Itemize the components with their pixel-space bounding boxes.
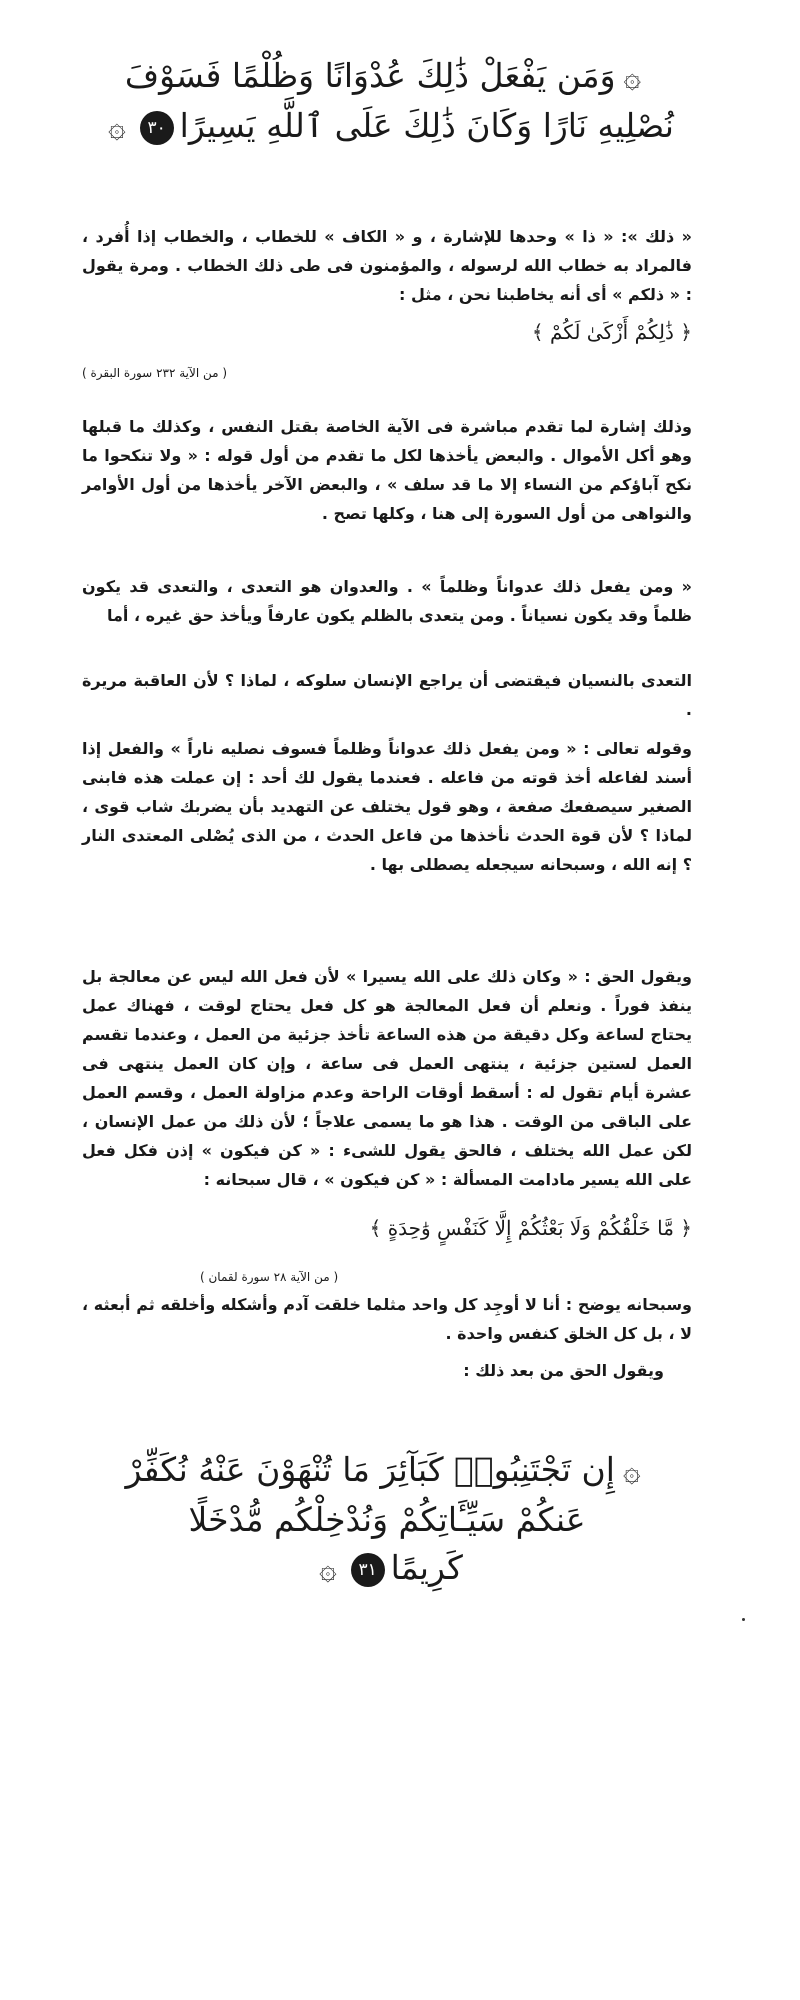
verse-31-line-1-text: إِن تَجْتَنِبُوا۟ كَبَآئِرَ مَا تُنْهَوْنَ عَنْهُ نُكَفِّرْ — [125, 1450, 615, 1489]
verse-31-line-2 — [82, 1496, 692, 1544]
paragraph-7: ويقول الحق من بعد ذلك : — [463, 1361, 664, 1380]
floral-ornament-icon: ۞ — [622, 1454, 641, 1489]
verse-number-31: ٣١ — [351, 1553, 385, 1587]
floral-ornament-icon: ۞ — [319, 1552, 337, 1587]
verse-31-line-2-text: عَنكُمْ سَيِّـَٔاتِكُمْ وَنُدْخِلْكُم مُّدْخَلًا — [188, 1500, 586, 1539]
verse-30-line-1-text: وَمَن يَفْعَلْ ذَٰلِكَ عُدْوَانًا وَظُلْمًا فَسَوْفَ — [124, 56, 616, 95]
paragraph-1: « ذلك »: « ذا » وحدها للإشارة ، و « الكاف » للخطاب ، والخطاب إذا أُفرد ، فالمراد به خطاب الله لرسوله ، والمؤمنون فى طى ذلك الخطاب . ومرة يقول : « ذلكم » أى أنه يخاطبنا نحن ، مثل : — [82, 227, 692, 304]
verse-31-line-3 — [82, 1544, 692, 1594]
verse-30-block — [82, 52, 692, 152]
floral-ornament-icon: ۞ — [108, 110, 126, 145]
paragraph-2: وذلك إشارة لما تقدم مباشرة فى الآية الخاصة بقتل النفس ، وكذلك ما قبلها وهو أكل الأموال . والبعض يأخذها لكل ما تقدم من أول قوله : « ولا تنكحوا ما نكح آباؤكم من النساء إلا ما قد سلف » ، والبعض الآخر يأخذها من أول الأوامر والنواهى من أول السورة إلى هنا ، وكلها تصح . — [82, 417, 692, 523]
verse-31-line-1 — [82, 1446, 692, 1496]
paragraph-4: وقوله تعالى : « ومن يفعل ذلك عدواناً وظلماً فسوف نصليه ناراً » والفعل إذا أسند لفاعله أخذ قوته من فاعله . فعندما يقول لك أحد : إن عملت هذه فابنى الصغير سيصفعك صفعة ، وهو قول يختلف عن التهديد بأن يضربك شاب قوى ، لماذا ؟ لأن قوة الحدث نأخذها من فاعل الحدث ، من الذى يُصْلى المعتدى النار ؟ إنه الله ، وسبحانه سيجعله يصطلى بها . — [82, 739, 692, 874]
verse-31-line-3-text: كَرِيمًا — [390, 1548, 463, 1587]
verse-30-line-2 — [82, 102, 692, 152]
paragraph-3b: التعدى بالنسيان فيقتضى أن يراجع الإنسان سلوكه ، لماذا ؟ لأن العاقبة مريرة . — [82, 671, 692, 719]
quote-2-reference: ( من الآية ٢٨ سورة لقمان ) — [200, 1270, 339, 1284]
verse-30-line-2-text: نُصْلِيهِ نَارًا وَكَانَ ذَٰلِكَ عَلَى ٱللَّهِ يَسِيرًا — [179, 106, 674, 145]
verse-31-block — [82, 1446, 692, 1594]
quote-1-reference: ( من الآية ٢٣٢ سورة البقرة ) — [82, 366, 228, 380]
quran-quote-2: ﴿ مَّا خَلْقُكُمْ وَلَا بَعْثُكُمْ إِلَّا كَنَفْسٍ وَٰحِدَةٍ ﴾ — [369, 1216, 692, 1240]
stray-dot — [742, 1618, 745, 1621]
paragraph-3a: « ومن يفعل ذلك عدواناً وظلماً » . والعدوان هو التعدى ، والتعدى قد يكون ظلماً وقد يكون نسياناً . ومن يتعدى بالظلم يكون عارفاً ويأخذ حق غيره ، أما — [82, 577, 692, 625]
paragraph-5: ويقول الحق : « وكان ذلك على الله يسيرا » لأن فعل الله ليس عن معالجة بل ينفذ فوراً . ونعلم أن فعل المعالجة هو كل فعل يحتاج لوقت ، فهناك عمل يحتاج لساعة وكل دقيقة من هذه الساعة تأخذ جزئية من العمل ، وعندما تقسم العمل لستين جزئية ، ينتهى العمل فى ساعة ، وإن كان العمل ينتهى فى عشرة أيام تقول له : أسقط أوقات الراحة وعدم مزاولة العمل ، وقسم العمل على الباقى من الوقت . هذا هو ما يسمى علاجاً ؛ لأن ذلك من عمل الإنسان ، لكن عمل الله يختلف ، فالحق يقول للشىء : « كن فيكون » إذن فكل فعل على الله يسير مادامت المسألة : « كن فيكون » ، قال سبحانه : — [82, 967, 692, 1189]
quran-quote-1: ﴿ ذَٰلِكُمْ أَزْكَىٰ لَكُمْ ﴾ — [531, 320, 692, 344]
verse-30-line-1 — [82, 52, 692, 102]
paragraph-6: وسبحانه يوضح : أنا لا أوجِد كل واحد مثلما خلقت آدم وأشكله وأخلقه ثم أبعثه ، لا ، بل كل الخلق كنفس واحدة . — [82, 1295, 692, 1343]
floral-ornament-icon: ۞ — [623, 60, 642, 95]
verse-number-30: ٣٠ — [140, 111, 174, 145]
